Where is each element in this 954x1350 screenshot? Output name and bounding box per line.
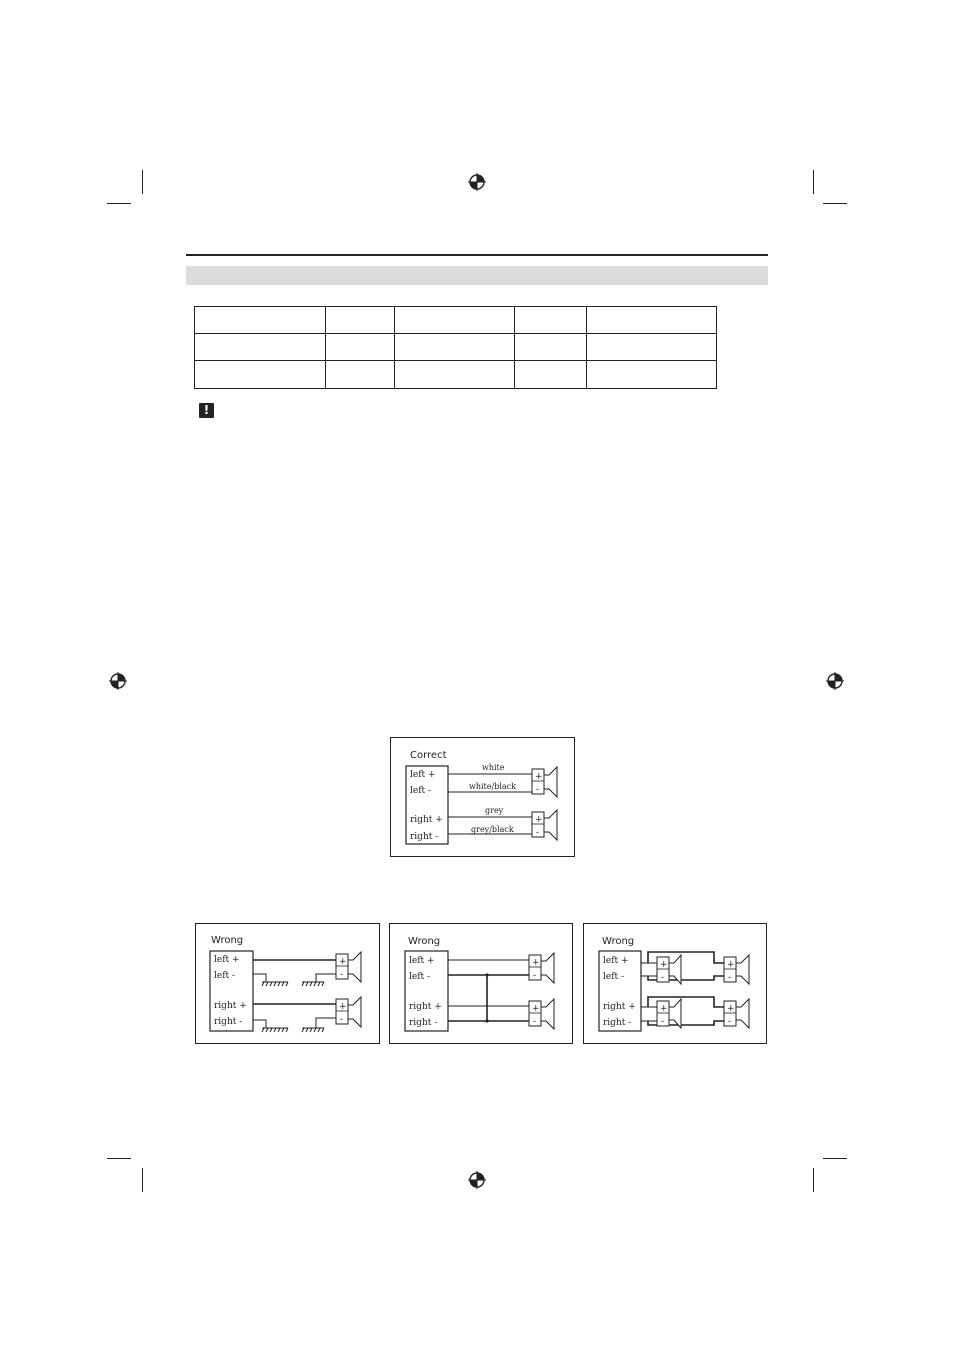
speaker-icon bbox=[724, 955, 749, 984]
wire bbox=[316, 1018, 336, 1028]
speaker-icon bbox=[657, 999, 681, 1028]
terminal-label: right + bbox=[603, 1002, 636, 1012]
diagram-correct bbox=[390, 737, 575, 857]
table-cell bbox=[395, 361, 515, 389]
ground-icon bbox=[302, 1028, 324, 1032]
diagram-wrong-grounding-svg bbox=[196, 924, 379, 1043]
registration-mark-icon bbox=[468, 173, 486, 191]
terminal-label: right + bbox=[214, 1001, 247, 1011]
diagram-wrong-series bbox=[583, 923, 767, 1044]
svg-text:-: - bbox=[728, 1017, 732, 1027]
speaker-icon bbox=[532, 767, 557, 797]
header-rule bbox=[186, 254, 768, 256]
wire-label: white bbox=[482, 763, 505, 772]
terminal-label: right - bbox=[603, 1018, 632, 1028]
svg-text:+: + bbox=[339, 1002, 347, 1012]
svg-text:+: + bbox=[532, 1004, 540, 1014]
diagram-title: Wrong bbox=[602, 936, 635, 947]
wire-label: grey bbox=[485, 806, 504, 815]
wire-label: white/black bbox=[469, 782, 516, 791]
crop-mark bbox=[823, 203, 847, 204]
wire bbox=[253, 1020, 266, 1028]
table-cell bbox=[515, 361, 587, 389]
terminal-label: left + bbox=[410, 770, 436, 780]
crop-mark bbox=[823, 1158, 847, 1159]
wire bbox=[316, 974, 336, 982]
diagram-title: Wrong bbox=[408, 936, 441, 947]
speaker-icon bbox=[529, 953, 554, 983]
registration-mark-icon bbox=[826, 672, 844, 690]
diagram-title: Wrong bbox=[211, 935, 244, 946]
diagram-wrong-grounding bbox=[195, 923, 380, 1044]
terminal-label: right - bbox=[409, 1018, 438, 1028]
table-cell bbox=[395, 307, 515, 334]
svg-text:-: - bbox=[536, 785, 540, 795]
terminal-label: right - bbox=[214, 1017, 243, 1027]
wire-label: grey/black bbox=[471, 825, 514, 834]
svg-text:-: - bbox=[533, 971, 537, 981]
ground-icon bbox=[262, 982, 288, 986]
svg-text:+: + bbox=[535, 772, 543, 782]
speaker-icon bbox=[336, 952, 361, 982]
terminal-label: right + bbox=[410, 815, 443, 825]
svg-text:+: + bbox=[727, 960, 735, 970]
junction-dot bbox=[485, 1019, 488, 1022]
crop-mark bbox=[813, 170, 814, 194]
ground-icon bbox=[302, 982, 324, 986]
svg-text:+: + bbox=[339, 957, 347, 967]
table-cell bbox=[587, 334, 717, 361]
svg-text:-: - bbox=[661, 973, 665, 983]
svg-text:+: + bbox=[660, 960, 668, 970]
diagram-wrong-bridged bbox=[389, 923, 573, 1044]
table-cell bbox=[195, 361, 326, 389]
svg-text:-: - bbox=[661, 1017, 665, 1027]
svg-text:+: + bbox=[660, 1004, 668, 1014]
svg-text:-: - bbox=[533, 1017, 537, 1027]
diagram-title: Correct bbox=[410, 750, 447, 761]
table-row bbox=[195, 307, 717, 334]
speaker-icon bbox=[657, 955, 681, 984]
table-cell bbox=[326, 361, 395, 389]
terminal-label: right - bbox=[410, 832, 439, 842]
table-row bbox=[195, 361, 717, 389]
table-cell bbox=[587, 361, 717, 389]
diagram-wrong-bridged-svg bbox=[390, 924, 572, 1043]
svg-text:-: - bbox=[340, 970, 344, 980]
spec-table bbox=[194, 306, 717, 389]
terminal-label: left - bbox=[603, 972, 625, 982]
svg-text:-: - bbox=[536, 828, 540, 838]
crop-mark bbox=[142, 1168, 143, 1192]
table-cell bbox=[326, 307, 395, 334]
speaker-icon bbox=[336, 997, 361, 1027]
svg-text:+: + bbox=[727, 1004, 735, 1014]
diagram-correct-svg bbox=[391, 738, 574, 856]
terminal-label: left - bbox=[409, 972, 431, 982]
table-cell bbox=[195, 334, 326, 361]
terminal-label: left + bbox=[214, 955, 240, 965]
svg-text:+: + bbox=[532, 958, 540, 968]
speaker-icon bbox=[532, 810, 557, 840]
svg-text:+: + bbox=[535, 815, 543, 825]
svg-text:-: - bbox=[728, 973, 732, 983]
table-cell bbox=[195, 307, 326, 334]
crop-mark bbox=[142, 170, 143, 194]
registration-mark-icon bbox=[468, 1171, 486, 1189]
svg-text:-: - bbox=[340, 1015, 344, 1025]
terminal-label: right + bbox=[409, 1002, 442, 1012]
wire bbox=[253, 974, 266, 982]
ground-icon bbox=[262, 1028, 288, 1032]
speaker-icon bbox=[529, 999, 554, 1029]
terminal-label: left + bbox=[603, 956, 629, 966]
speaker-icon bbox=[724, 999, 749, 1028]
terminal-label: left - bbox=[410, 786, 432, 796]
terminal-label: left - bbox=[214, 971, 236, 981]
table-cell bbox=[326, 334, 395, 361]
table-cell bbox=[587, 307, 717, 334]
table-cell bbox=[515, 307, 587, 334]
table-cell bbox=[395, 334, 515, 361]
exclamation-icon: ! bbox=[199, 403, 214, 418]
junction-dot bbox=[485, 973, 488, 976]
terminal-label: left + bbox=[409, 956, 435, 966]
crop-mark bbox=[107, 1158, 131, 1159]
registration-mark-icon bbox=[109, 672, 127, 690]
diagram-wrong-series-svg bbox=[584, 924, 766, 1043]
crop-mark bbox=[107, 203, 131, 204]
table-row bbox=[195, 334, 717, 361]
crop-mark bbox=[813, 1168, 814, 1192]
section-header-band bbox=[186, 266, 768, 285]
table-cell bbox=[515, 334, 587, 361]
